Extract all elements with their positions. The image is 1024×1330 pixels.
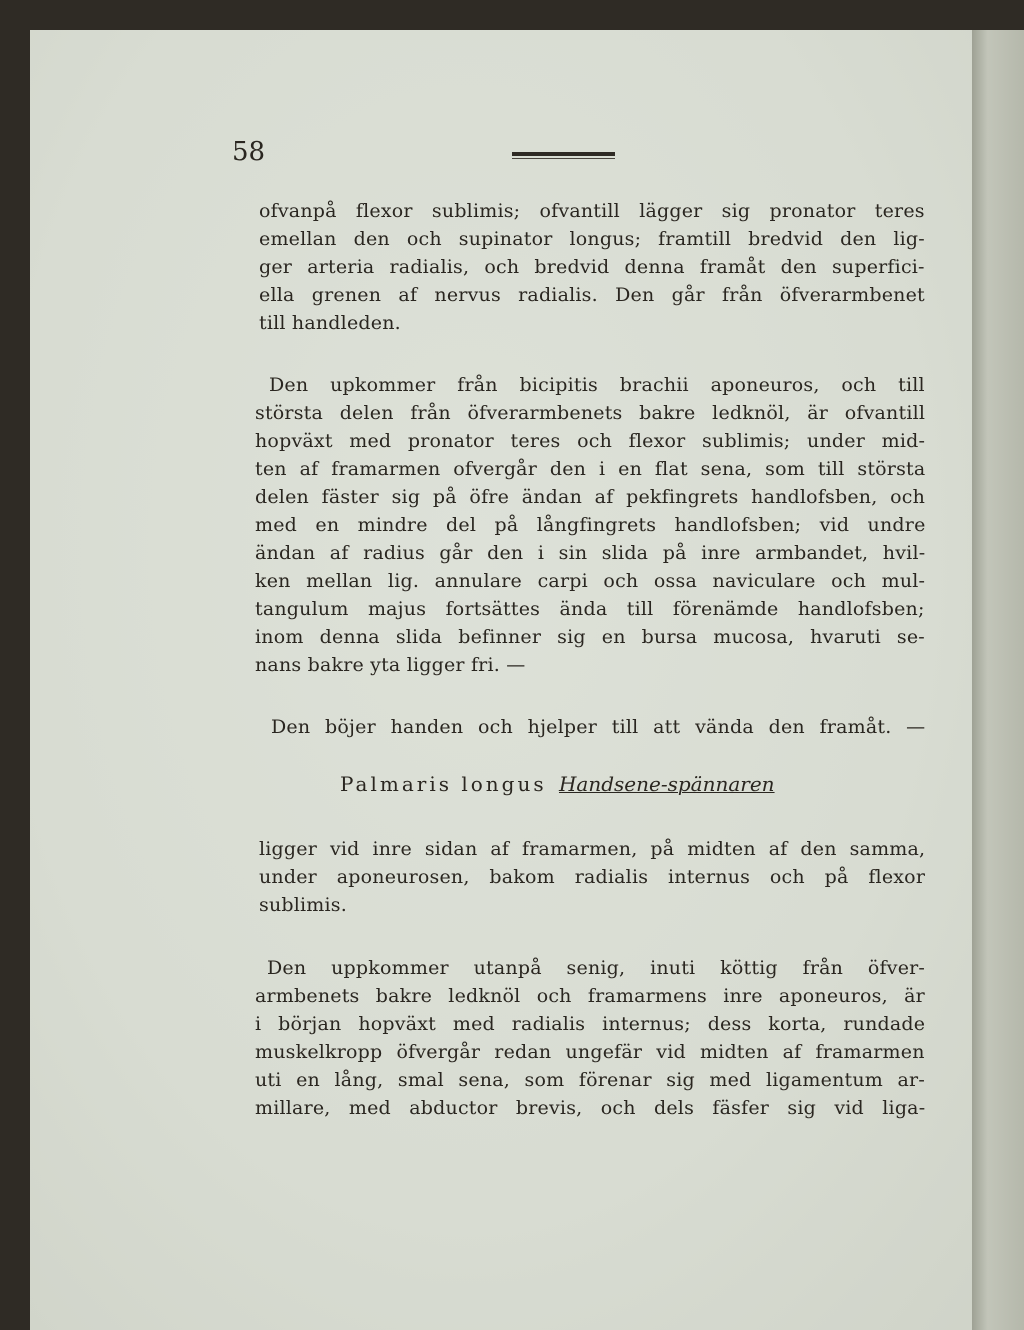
text-line: ger arteria radialis, och bredvid denna framåt den superfici- [259,256,925,278]
text-line: under aponeurosen, bakom radialis internus och på flexor [259,866,926,888]
text-line: muskelkropp öfvergår redan ungefär vid midten af framarmen [255,1041,925,1063]
text-line: nans bakre yta ligger fri. — [255,654,526,676]
heading-latin-name: Palmaris longus [340,772,547,796]
page-number: 58 [232,137,266,167]
text-line: sublimis. [259,894,347,916]
section-heading [340,772,775,796]
text-line: emellan den och supinator longus; framtill bredvid den lig- [259,228,925,250]
text-line: Den uppkommer utanpå senig, inuti köttig från öfver- [267,957,926,979]
text-line: ofvanpå flexor sublimis; ofvantill lägger sig pronator teres [259,200,925,222]
text-line: inom denna slida befinner sig en bursa mucosa, hvaruti se- [255,626,925,648]
text-line: hopväxt med pronator teres och flexor sublimis; under mid- [255,430,926,452]
text-line: millare, med abductor brevis, och dels fäsfer sig vid liga- [255,1097,926,1119]
text-line: med en mindre del på långfingrets handlofsben; vid undre [255,514,926,536]
text-line: Den böjer handen och hjelper till att vända den framåt. — [271,716,926,738]
text-line: ten af framarmen ofvergår den i en flat sena, som till största [255,458,926,480]
text-line: ändan af radius går den i sin slida på inre armbandet, hvil- [255,542,926,564]
paper-sheet [30,30,1005,1330]
text-line: uti en lång, smal sena, som förenar sig med ligamentum ar- [255,1069,925,1091]
header-rule [512,152,615,156]
text-line: tangulum majus fortsättes ända till förenämde handlofsben; [255,598,925,620]
text-line: ken mellan lig. annulare carpi och ossa naviculare och mul- [255,570,926,592]
book-edge [972,30,1024,1330]
text-line: armbenets bakre ledknöl och framarmens inre aponeuros, är [255,985,925,1007]
text-line: Den upkommer från bicipitis brachii aponeuros, och till [269,374,925,396]
text-line: största delen från öfverarmbenets bakre ledknöl, är ofvantill [255,402,926,424]
text-line: till handleden. [259,312,401,334]
text-line: delen fäster sig på öfre ändan af pekfingrets handlofsben, och [255,486,926,508]
text-line: i början hopväxt med radialis internus; dess korta, rundade [255,1013,926,1035]
heading-swedish-name: Handsene-spännaren [558,772,775,796]
text-line: ligger vid inre sidan af framarmen, på midten af den samma, [259,838,926,860]
text-line: ella grenen af nervus radialis. Den går från öfverarmbenet [259,284,925,306]
